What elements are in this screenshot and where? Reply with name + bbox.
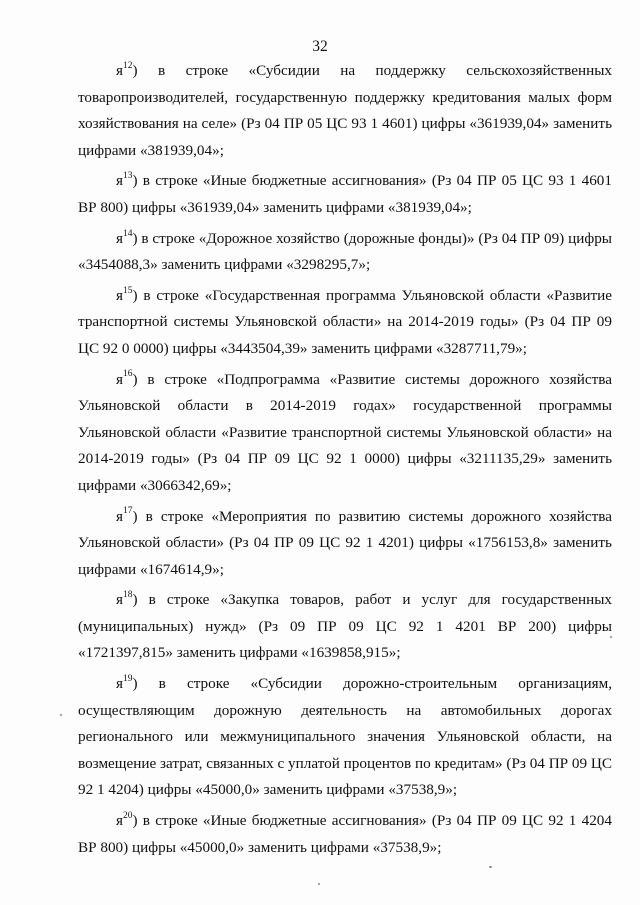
scan-speck bbox=[60, 714, 62, 716]
item-letter: я bbox=[116, 286, 123, 304]
item-text: в строке «Подпрограмма «Развитие системы дорожного хозяйства Ульяновской области в 2014-2019 годах» государственной программы Ульяновской области «Развитие транспортной системы Ульяновской области» на 2014-2019 годы» (Рз 04 ПР 09 ЦС 92 1 0000) цифры «3211135,29» заменить цифрами «3066342,69»; bbox=[78, 370, 612, 494]
item-number: 20 bbox=[123, 810, 133, 821]
item-marker bbox=[116, 675, 138, 692]
item-number: 16 bbox=[123, 369, 133, 380]
list-item bbox=[78, 58, 612, 164]
item-number: 19 bbox=[123, 674, 133, 684]
list-item bbox=[78, 226, 612, 279]
item-text: в строке «Иные бюджетные ассигнования» (Рз 04 ПР 09 ЦС 92 1 4204 ВР 800) цифры «45000,0» заменить цифрами «37538,9»; bbox=[78, 812, 612, 856]
item-marker bbox=[116, 230, 138, 247]
item-bracket: ) bbox=[132, 62, 138, 79]
item-number: 18 bbox=[123, 590, 133, 601]
item-text: в строке «Мероприятия по развитию системы дорожного хозяйства Ульяновской области» (Рз 04 ПР 09 ЦС 92 1 4201) цифры «1756153,8» заменить цифрами «1674614,9»; bbox=[78, 507, 612, 578]
item-letter: я bbox=[116, 62, 123, 79]
item-number: 13 bbox=[123, 171, 133, 182]
document-body bbox=[78, 58, 612, 865]
scan-speck bbox=[318, 883, 320, 885]
item-letter: я bbox=[116, 591, 123, 609]
item-bracket: ) bbox=[132, 675, 138, 693]
item-bracket: ) bbox=[132, 370, 138, 388]
item-marker bbox=[116, 287, 138, 304]
item-marker bbox=[116, 508, 138, 525]
scan-speck bbox=[489, 866, 492, 868]
item-letter: я bbox=[116, 172, 123, 190]
item-text: в строке «Субсидии дорожно-строительным организациям, осуществляющим дорожную деятельность на автомобильных дорогах регионального или межмуниципального значения Ульяновской области, на возмещение затрат, связанных с уплатой процентов по кредитам» (Рз 04 ПР 09 ЦС 92 1 4204) цифры «45000,0» заменить цифрами «37538,9»; bbox=[78, 675, 612, 799]
list-item bbox=[78, 367, 612, 500]
item-marker bbox=[116, 371, 138, 388]
item-bracket: ) bbox=[132, 507, 138, 525]
item-marker bbox=[116, 812, 138, 829]
item-marker bbox=[116, 172, 138, 189]
list-item bbox=[78, 168, 612, 221]
item-bracket: ) bbox=[132, 591, 138, 609]
item-marker bbox=[116, 591, 138, 608]
item-letter: я bbox=[116, 229, 123, 247]
item-number: 15 bbox=[123, 285, 133, 296]
item-bracket: ) bbox=[132, 172, 138, 190]
list-item bbox=[78, 504, 612, 584]
page-number: 32 bbox=[312, 38, 328, 55]
list-item bbox=[78, 283, 612, 363]
item-text: в строке «Государственная программа Ульяновской области «Развитие транспортной системы Ульяновской области» на 2014-2019 годы» (Рз 04 ПР 09 ЦС 92 0 0000) цифры «3443504,39» заменить цифрами «3287711,79»; bbox=[78, 286, 612, 357]
item-letter: я bbox=[116, 507, 123, 525]
item-bracket: ) bbox=[132, 229, 138, 247]
list-item bbox=[78, 587, 612, 667]
item-bracket: ) bbox=[132, 286, 138, 304]
item-number: 14 bbox=[123, 228, 133, 239]
scan-speck bbox=[610, 636, 612, 638]
item-text: в строке «Иные бюджетные ассигнования» (Рз 04 ПР 05 ЦС 93 1 4601 ВР 800) цифры «361939,04» заменить цифрами «381939,04»; bbox=[78, 172, 612, 216]
item-text: в строке «Субсидии на поддержку сельскохозяйственных товаропроизводителей, государственную поддержку кредитования малых форм хозяйствования на селе» (Рз 04 ПР 05 ЦС 93 1 4601) цифры «361939,04» заменить цифрами «381939,04»; bbox=[78, 62, 612, 159]
item-number: 17 bbox=[123, 506, 133, 517]
item-letter: я bbox=[116, 812, 123, 830]
item-number: 12 bbox=[123, 60, 133, 71]
item-text: в строке «Закупка товаров, работ и услуг для государственных (муниципальных) нужд» (Рз 09 ПР 09 ЦС 92 1 4201 ВР 200) цифры «1721397,815» заменить цифрами «1639858,915»; bbox=[78, 591, 612, 662]
item-text: в строке «Дорожное хозяйство (дорожные фонды)» (Рз 04 ПР 09) цифры «3454088,3» заменить цифрами «3298295,7»; bbox=[78, 229, 612, 274]
item-letter: я bbox=[116, 675, 123, 693]
item-marker bbox=[116, 62, 138, 79]
list-item bbox=[78, 671, 612, 804]
list-item bbox=[78, 808, 612, 861]
item-bracket: ) bbox=[132, 812, 138, 830]
item-letter: я bbox=[116, 370, 123, 388]
